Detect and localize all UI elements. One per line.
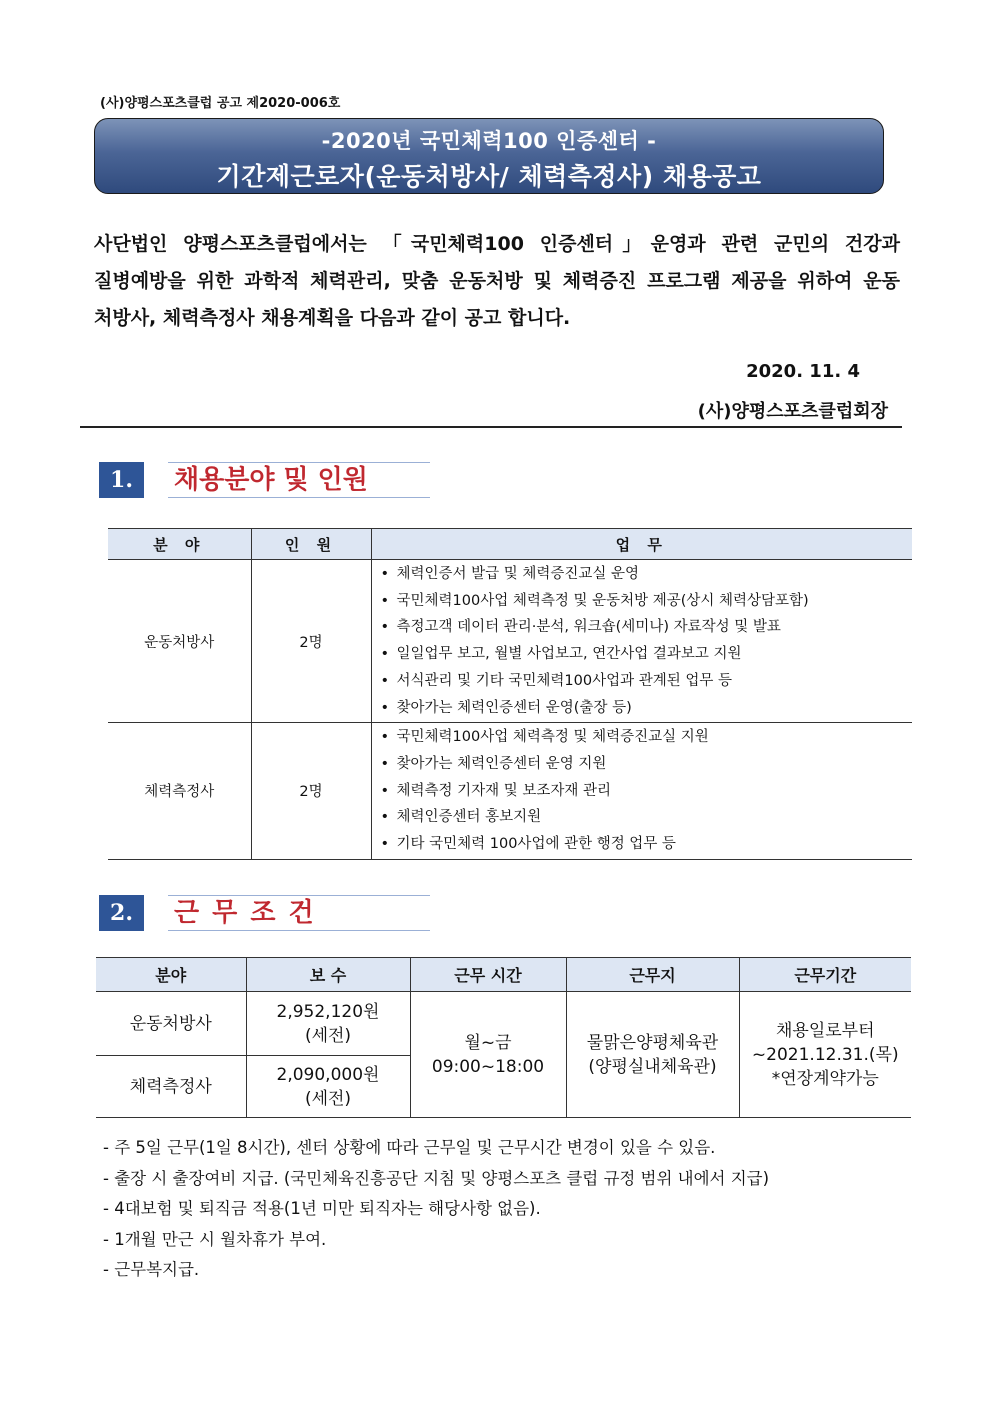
duty-item: • 체력측정 기자재 및 보조자재 관리 <box>380 782 612 799</box>
header-duties: 업 무 <box>371 529 912 560</box>
duty-item: • 찾아가는 체력인증센터 운영(출장 등) <box>380 699 632 716</box>
header-location: 근무지 <box>566 958 739 992</box>
header-period: 근무기간 <box>739 958 911 992</box>
pay-note: (세전) <box>304 1088 352 1109</box>
table-row <box>108 723 912 860</box>
table-header-row <box>96 958 911 992</box>
title-banner <box>94 118 884 194</box>
note-item: - 주 5일 근무(1일 8시간), 센터 상황에 따라 근무일 및 근무시간 변경이 있을 수 있음. <box>103 1138 716 1157</box>
banner-title: 기간제근로자(운동처방사/ 체력측정사) 채용공고 <box>216 162 762 191</box>
duties-cell <box>371 723 912 860</box>
hours-days: 월~금 <box>464 1032 512 1053</box>
header-pay: 보 수 <box>246 958 410 992</box>
period-cell <box>739 992 911 1118</box>
location-cell <box>566 992 739 1118</box>
intro-paragraph: 사단법인 양평스포츠클럽에서는 「국민체력100 인증센터」운영과 관련 군민의 건강과 질병예방을 위한 과학적 체력관리, 맞춤 운동처방 및 체력증진 프로그램 제공을 위하여 운동 처방사, 체력측정사 채용계획을 다음과 같이 공고 합니다. <box>94 233 900 329</box>
note-item: - 출장 시 출장여비 지급. (국민체육진흥공단 지침 및 양평스포츠 클럽 규정 범위 내에서 지급) <box>103 1168 770 1188</box>
field-cell: 운동처방사 <box>108 560 251 723</box>
header-hours: 근무 시간 <box>410 958 566 992</box>
note-item: - 1개월 만근 시 월차휴가 부여. <box>103 1229 327 1249</box>
pay-cell <box>246 1056 410 1118</box>
duty-item: • 일일업무 보고, 월별 사업보고, 연간사업 결과보고 지원 <box>380 646 742 663</box>
count-cell: 2명 <box>251 560 371 723</box>
notice-date: 2020. 11. 4 <box>746 361 860 382</box>
recruitment-table <box>108 528 912 860</box>
field-cell: 체력측정사 <box>108 723 251 860</box>
period-end: ~2021.12.31.(목) <box>751 1044 899 1065</box>
location-alt: (양평실내체육관) <box>588 1056 717 1077</box>
table-row <box>96 992 911 1056</box>
pay-note: (세전) <box>304 1025 352 1046</box>
duty-item: • 측정고객 데이터 관리·분석, 워크숍(세미나) 자료작성 및 발표 <box>380 619 781 636</box>
period-start: 채용일로부터 <box>775 1020 875 1041</box>
header-field: 분 야 <box>108 529 251 560</box>
hours-cell <box>410 992 566 1118</box>
duty-item: • 서식관리 및 기타 국민체력100사업과 관계된 업무 등 <box>380 672 732 689</box>
section1-title: 채용분야 및 인원 <box>168 462 430 498</box>
period-note: *연장계약가능 <box>771 1068 879 1089</box>
duty-item: • 체력인증서 발급 및 체력증진교실 운영 <box>380 566 640 582</box>
duty-item: • 체력인증센터 홍보지원 <box>380 809 542 826</box>
conditions-notes <box>103 1133 769 1286</box>
duty-item: • 국민체력100사업 체력측정 및 체력증진교실 지원 <box>380 729 709 746</box>
notice-number: (사)양평스포츠클럽 공고 제2020-006호 <box>100 96 341 111</box>
divider <box>80 426 902 428</box>
banner-subtitle: -2020년 국민체력100 인증센터 - <box>321 129 657 153</box>
signer: (사)양평스포츠클럽회장 <box>697 401 888 422</box>
conditions-table <box>96 957 911 1118</box>
section2-title: 근 무 조 건 <box>168 895 430 931</box>
count-cell: 2명 <box>251 723 371 860</box>
pay-cell <box>246 992 410 1056</box>
duty-item: • 찾아가는 체력인증센터 운영 지원 <box>380 755 607 772</box>
pay-amount: 2,952,120원 <box>276 1001 380 1022</box>
section1-number: 1. <box>99 462 144 498</box>
header-count: 인 원 <box>251 529 371 560</box>
duties-cell <box>371 560 912 723</box>
header-field: 분야 <box>96 958 246 992</box>
table-header-row <box>108 529 912 560</box>
section2-number: 2. <box>99 895 144 931</box>
hours-time: 09:00~18:00 <box>431 1056 545 1077</box>
note-item: - 근무복지급. <box>103 1260 200 1279</box>
duty-item: • 국민체력100사업 체력측정 및 운동처방 제공(상시 체력상담포함) <box>380 592 809 609</box>
table-row <box>108 560 912 723</box>
location-name: 물맑은양평체육관 <box>586 1032 719 1053</box>
field-cell: 체력측정사 <box>96 1056 246 1118</box>
note-item: - 4대보험 및 퇴직금 적용(1년 미만 퇴직자는 해당사항 없음). <box>103 1199 541 1218</box>
duty-item: • 기타 국민체력 100사업에 관한 행정 업무 등 <box>380 836 676 853</box>
pay-amount: 2,090,000원 <box>276 1064 380 1085</box>
field-cell: 운동처방사 <box>96 992 246 1056</box>
